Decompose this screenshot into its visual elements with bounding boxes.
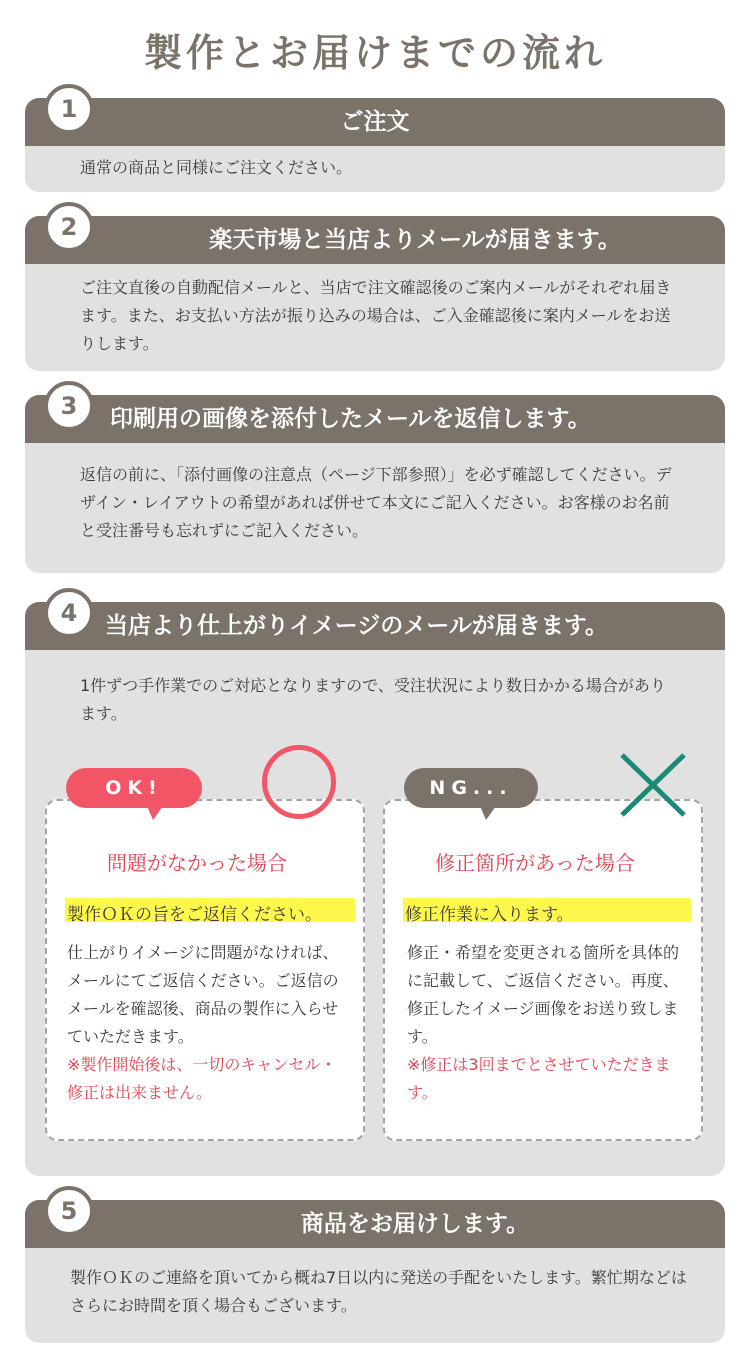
- page-title: 製作とお届けまでの流れ: [143, 31, 606, 75]
- ng-badge: NG...: [404, 768, 538, 808]
- ng-card-text: 修正・希望を変更される箇所を具体的に記載して、ご返信ください。再度、修正したイメージ画像をお送り致します。: [407, 943, 680, 1046]
- step-3-number-badge: 3: [44, 381, 94, 431]
- step-3-text: 返信の前に、「添付画像の注意点（ページ下部参照）」を必ず確認してください。デザイン・レイアウトの希望があれば併せて本文にご記入ください。お客様のお名前と受注番号も忘れずにご記入ください。: [80, 465, 672, 540]
- step-2-text: ご注文直後の自動配信メールと、当店で注文確認後のご案内メールがそれぞれ届きます。また、お支払い方法が振り込みの場合は、ご入金確認後に案内メールをお送りします。: [80, 278, 672, 353]
- step-4-header: [25, 602, 725, 650]
- step-4-number-badge: 4: [44, 588, 94, 638]
- ok-card-note: ※製作開始後は、一切のキャンセル・修正は出来ません。: [67, 1055, 337, 1102]
- step-4-title: 当店より仕上がりイメージのメールが届きます。: [105, 613, 609, 639]
- step-1-header: [25, 98, 725, 146]
- ok-highlight-text: 製作ＯＫの旨をご返信ください。: [67, 905, 322, 925]
- step-3: [25, 392, 725, 573]
- step-5-number-badge: 5: [44, 1186, 94, 1236]
- step-2: [25, 213, 725, 371]
- step-4: [25, 599, 725, 1176]
- step-5-text: 製作ＯＫのご連絡を頂いてから概ね7日以内に発送の手配をいたします。繁忙期などはさらにお時間を頂く場合もございます。: [70, 1268, 687, 1315]
- step-2-body: [25, 264, 725, 371]
- step-5-body: [25, 1248, 725, 1343]
- ng-card: [383, 799, 703, 1141]
- cross-icon: [618, 752, 688, 818]
- step-1-text: 通常の商品と同様にご注文ください。: [80, 158, 353, 177]
- ok-badge: OK!: [66, 768, 202, 808]
- step-5: [25, 1197, 725, 1343]
- step-1-body: [25, 146, 725, 192]
- step-3-title: 印刷用の画像を添付したメールを返信します。: [110, 406, 591, 432]
- ng-card-heading: 修正箇所があった場合: [435, 851, 635, 875]
- ok-card: [45, 799, 365, 1141]
- step-2-title: 楽天市場と当店よりメールが届きます。: [209, 227, 621, 253]
- ok-card-heading: 問題がなかった場合: [107, 851, 287, 875]
- step-2-number-badge: 2: [44, 202, 94, 252]
- ok-card-text: 仕上がりイメージに問題がなければ、メールにてご返信ください。ご返信のメールを確認後、商品の製作に入らせていただきます。: [67, 943, 339, 1046]
- ng-highlight-text: 修正作業に入ります。: [405, 905, 574, 925]
- step-4-text: 1件ずつ手作業でのご対応となりますので、受注状況により数日かかる場合があります。: [80, 676, 666, 723]
- step-5-header: [25, 1200, 725, 1248]
- circle-icon: [262, 745, 336, 819]
- ok-badge-tail: [147, 806, 163, 820]
- step-3-body: [25, 443, 725, 573]
- step-5-title: 商品をお届けします。: [300, 1211, 530, 1237]
- ng-badge-tail: [480, 806, 496, 820]
- step-1-number-badge: 1: [44, 84, 94, 134]
- step-2-header: [25, 216, 725, 264]
- step-3-header: [25, 395, 725, 443]
- step-1: [25, 95, 725, 192]
- step-1-title: ご注文: [340, 109, 410, 135]
- ng-card-note: ※修正は3回までとさせていただきます。: [407, 1055, 671, 1102]
